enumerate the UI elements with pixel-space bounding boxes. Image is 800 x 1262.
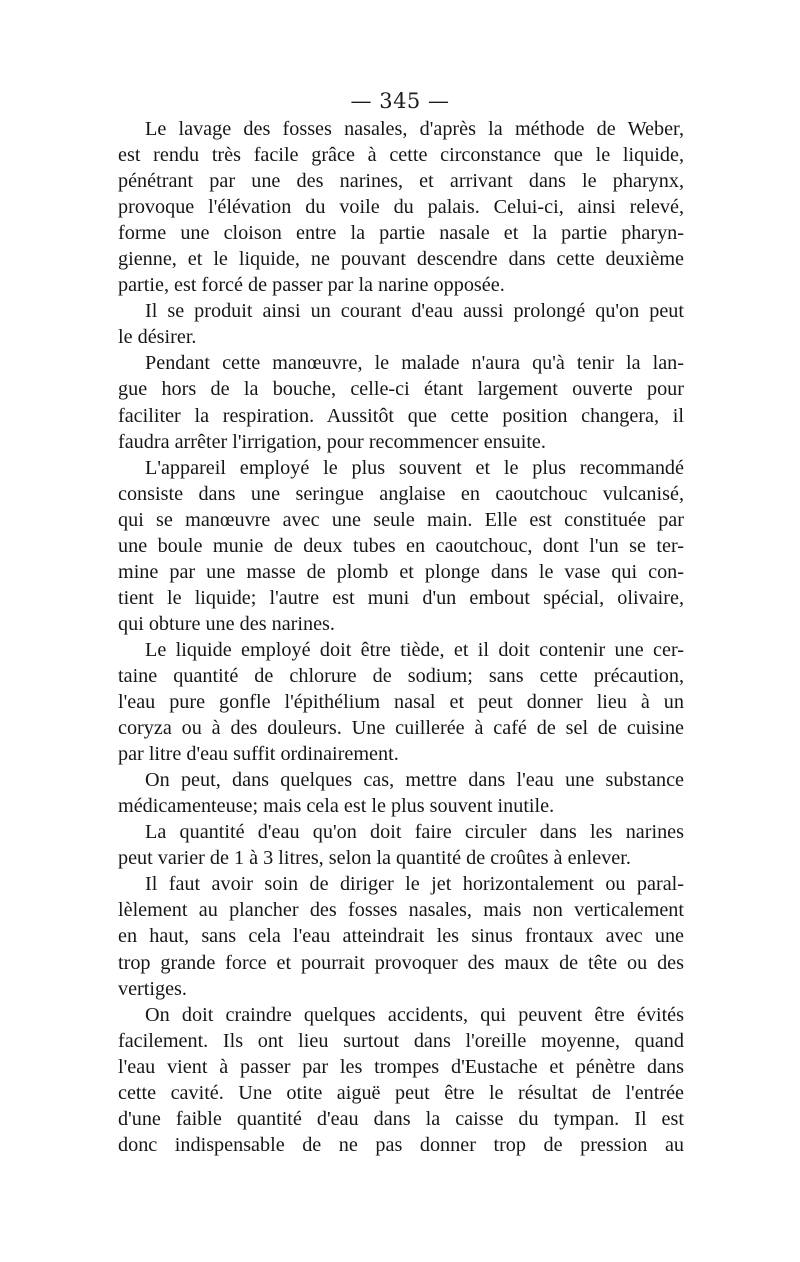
text-line: mine par une masse de plomb et plonge dans le vase qui con- [118,560,684,583]
text-line: par litre d'eau suffit ordinairement. [118,743,399,766]
text-line: qui se manœuvre avec une seule main. Elle est constituée par [118,508,684,531]
paragraph [118,819,684,871]
text-line: La quantité d'eau qu'on doit faire circuler dans les narines [145,821,684,844]
text-line: partie, est forcé de passer par la narine opposée. [118,274,505,297]
text-line: faciliter la respiration. Aussitôt que cette position changera, il [118,404,684,427]
paragraph [118,767,684,819]
paragraph [118,871,684,1001]
paragraph [118,455,684,637]
text-line: lèlement au plancher des fosses nasales, mais non verticalement [118,899,684,922]
text-line: en haut, sans cela l'eau atteindrait les sinus frontaux avec une [118,925,684,948]
text-line: trop grande force et pourrait provoquer des maux de tête ou des [118,951,684,974]
text-line: une boule munie de deux tubes en caoutchouc, dont l'un se ter- [118,534,684,557]
text-line: taine quantité de chlorure de sodium; sans cette précaution, [118,664,684,687]
text-line: cette cavité. Une otite aiguë peut être le résultat de l'entrée [118,1081,684,1104]
text-line: pénétrant par une des narines, et arrivant dans le pharynx, [118,170,684,193]
text-line: faudra arrêter l'irrigation, pour recommencer ensuite. [118,430,546,453]
text-line: d'une faible quantité d'eau dans la caisse du tympan. Il est [118,1107,684,1130]
text-line: Le lavage des fosses nasales, d'après la méthode de Weber, [145,118,684,140]
paragraph [118,637,684,767]
text-line: donc indispensable de ne pas donner trop de pression au [118,1133,684,1156]
text-line: provoque l'élévation du voile du palais. Celui-ci, ainsi relevé, [118,196,684,219]
text-line: On doit craindre quelques accidents, qui peuvent être évités [145,1003,684,1026]
text-line: forme une cloison entre la partie nasale et la partie pharyn- [118,222,684,245]
text-line: Il se produit ainsi un courant d'eau aussi prolongé qu'on peut [145,300,684,323]
body-text [118,116,684,1158]
text-line: gienne, et le liquide, ne pouvant descendre dans cette deuxième [118,248,684,271]
text-line: qui obture une des narines. [118,612,335,635]
paragraph [118,116,684,298]
page-number: — 345 — [350,89,450,113]
text-line: Pendant cette manœuvre, le malade n'aura qu'à tenir la lan- [145,352,684,375]
text-line: le désirer. [118,326,197,349]
text-line: l'eau vient à passer par les trompes d'Eustache et pénètre dans [118,1055,684,1078]
text-line: vertiges. [118,977,187,1000]
text-line: Il faut avoir soin de diriger le jet horizontalement ou paral- [145,873,684,896]
text-line: est rendu très facile grâce à cette circonstance que le liquide, [118,144,684,167]
text-line: peut varier de 1 à 3 litres, selon la quantité de croûtes à enlever. [118,847,631,870]
text-line: Le liquide employé doit être tiède, et il doit contenir une cer- [145,638,684,661]
text-line: L'appareil employé le plus souvent et le plus recommandé [145,456,684,479]
text-line: coryza ou à des douleurs. Une cuillerée à café de sel de cuisine [118,717,684,740]
text-line: On peut, dans quelques cas, mettre dans l'eau une substance [145,769,684,792]
paragraph [118,298,684,350]
text-line: gue hors de la bouche, celle-ci étant largement ouverte pour [118,378,684,401]
text-line: consiste dans une seringue anglaise en caoutchouc vulcanisé, [118,482,684,505]
text-line: l'eau pure gonfle l'épithélium nasal et peut donner lieu à un [118,691,684,714]
text-line: facilement. Ils ont lieu surtout dans l'oreille moyenne, quand [118,1029,684,1052]
text-line: médicamenteuse; mais cela est le plus souvent inutile. [118,795,555,818]
paragraph [118,350,684,454]
paragraph [118,1002,684,1158]
text-line: tient le liquide; l'autre est muni d'un embout spécial, olivaire, [118,586,684,609]
